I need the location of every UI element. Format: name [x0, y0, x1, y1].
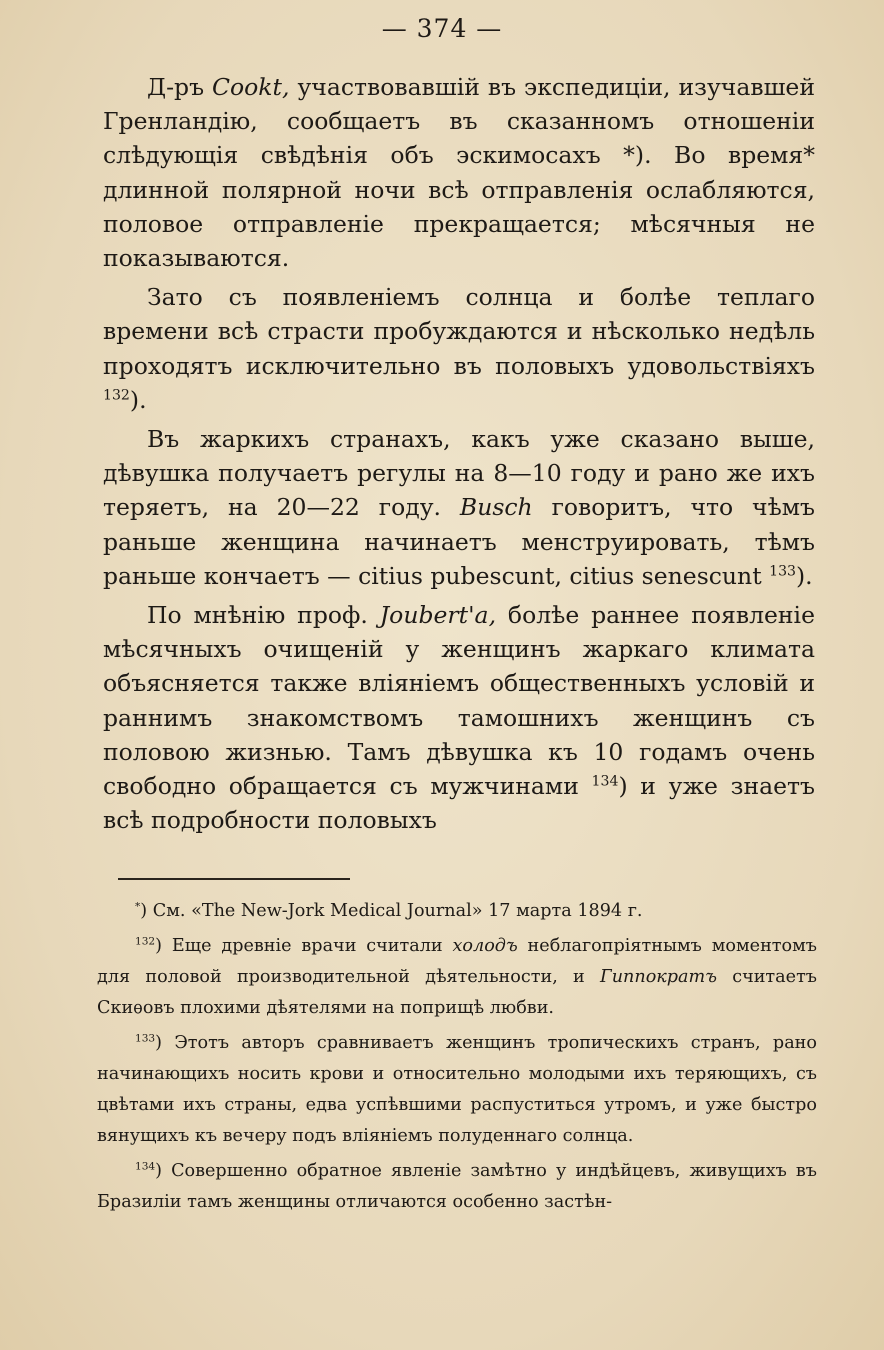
paragraph-text: участвовавшій въ экспедиціи, изучавшей Гренландію, сообщаетъ въ сказанномъ отношеніи слѣдующія свѣдѣнія объ эскимосахъ — [103, 73, 815, 170]
footnote-ref: 134 — [591, 773, 619, 790]
footnote-marker: 132 — [135, 935, 156, 948]
page-number: — 374 — — [381, 14, 503, 43]
footnote-133 — [97, 1028, 817, 1152]
emphasis: холодъ — [452, 936, 518, 956]
paragraph-2 — [103, 280, 815, 417]
paragraph-text: ). — [129, 385, 147, 414]
author-name: Busch — [459, 493, 533, 522]
footnote-marker: 133 — [135, 1032, 156, 1045]
footnote-132 — [97, 931, 817, 1024]
footnote-text: ) Этотъ авторъ сравниваетъ женщинъ тропическихъ странъ, рано начинающихъ носить крови и относительно молодыми ихъ теряющихъ, съ цвѣтами ихъ страны, едва успѣвшими распуститься утромъ, и уже быстро вянущихъ къ вечеру подъ вліяніемъ полуденнаго солнца. — [97, 1033, 817, 1146]
author-name: Cookt, — [212, 73, 290, 101]
paragraph-text: болѣе раннее появленіе мѣсячныхъ очищеній у женщинъ жаркаго климата объясняется также вліяніемъ общественныхъ условій и раннимъ знакомствомъ тамошнихъ женщинъ съ половою жизнью. Тамъ дѣвушка къ 10 годамъ очень свободно обращается съ мужчинами — [103, 601, 815, 801]
footnotes — [97, 896, 817, 1222]
paragraph-text: Зато съ появленіемъ солнца и болѣе теплаго времени всѣ страсти пробуждаются и нѣсколько недѣль проходятъ исключительно въ половыхъ удовольствіяхъ — [103, 283, 815, 380]
footnote-ref: 132 — [103, 387, 130, 404]
paragraph-1 — [103, 70, 815, 275]
footnote-text: неблагопріятнымъ моментомъ для половой производительной дѣятельности, и — [97, 936, 817, 987]
paragraph-text: Въ жаркихъ странахъ, какъ уже сказано выше, дѣвушка получаетъ регулы на 8—10 году и рано же ихъ теряетъ, на 20—22 году. — [103, 425, 815, 522]
footnote-ref: 133 — [769, 563, 797, 580]
paragraph-text: ). — [796, 561, 813, 590]
footnote-star — [97, 896, 817, 927]
emphasis: Гиппократъ — [600, 967, 717, 987]
paragraph-text: ) и уже знаетъ всѣ подробности половыхъ — [103, 772, 815, 835]
footnote-marker: * — [135, 900, 141, 913]
paragraph-text: ). Во время* длинной полярной ночи всѣ отправленія ослабляются, половое отправленіе прекращается; мѣсячныя не показываются. — [103, 141, 815, 273]
footnote-text: считаетъ Скиѳовъ плохими дѣятелями на поприщѣ любви. — [97, 967, 817, 1018]
footnote-ref: * — [623, 141, 635, 170]
paragraph-text: говоритъ, что чѣмъ раньше женщина начинаетъ менструировать, тѣмъ раньше кончаетъ — citius pubescunt, citius senescunt — [103, 493, 815, 590]
main-text — [103, 70, 815, 842]
paragraph-4 — [103, 598, 815, 837]
author-name: Joubert'a, — [379, 601, 497, 630]
footnote-divider — [118, 878, 350, 880]
paragraph-text: Д-ръ — [147, 73, 213, 101]
footnote-text: ) См. «The New-Jork Medical Journal» 17 марта 1894 г. — [140, 901, 643, 921]
paragraph-3 — [103, 422, 815, 593]
footnote-text: ) Совершенно обратное явленіе замѣтно у индѣйцевъ, живущихъ въ Бразиліи тамъ женщины отличаются особенно застѣн- — [97, 1161, 817, 1212]
footnote-marker: 134 — [135, 1160, 156, 1173]
footnote-134 — [97, 1156, 817, 1218]
paragraph-text: По мнѣнію проф. — [147, 601, 380, 630]
footnote-text: ) Еще древніе врачи считали — [155, 936, 453, 956]
